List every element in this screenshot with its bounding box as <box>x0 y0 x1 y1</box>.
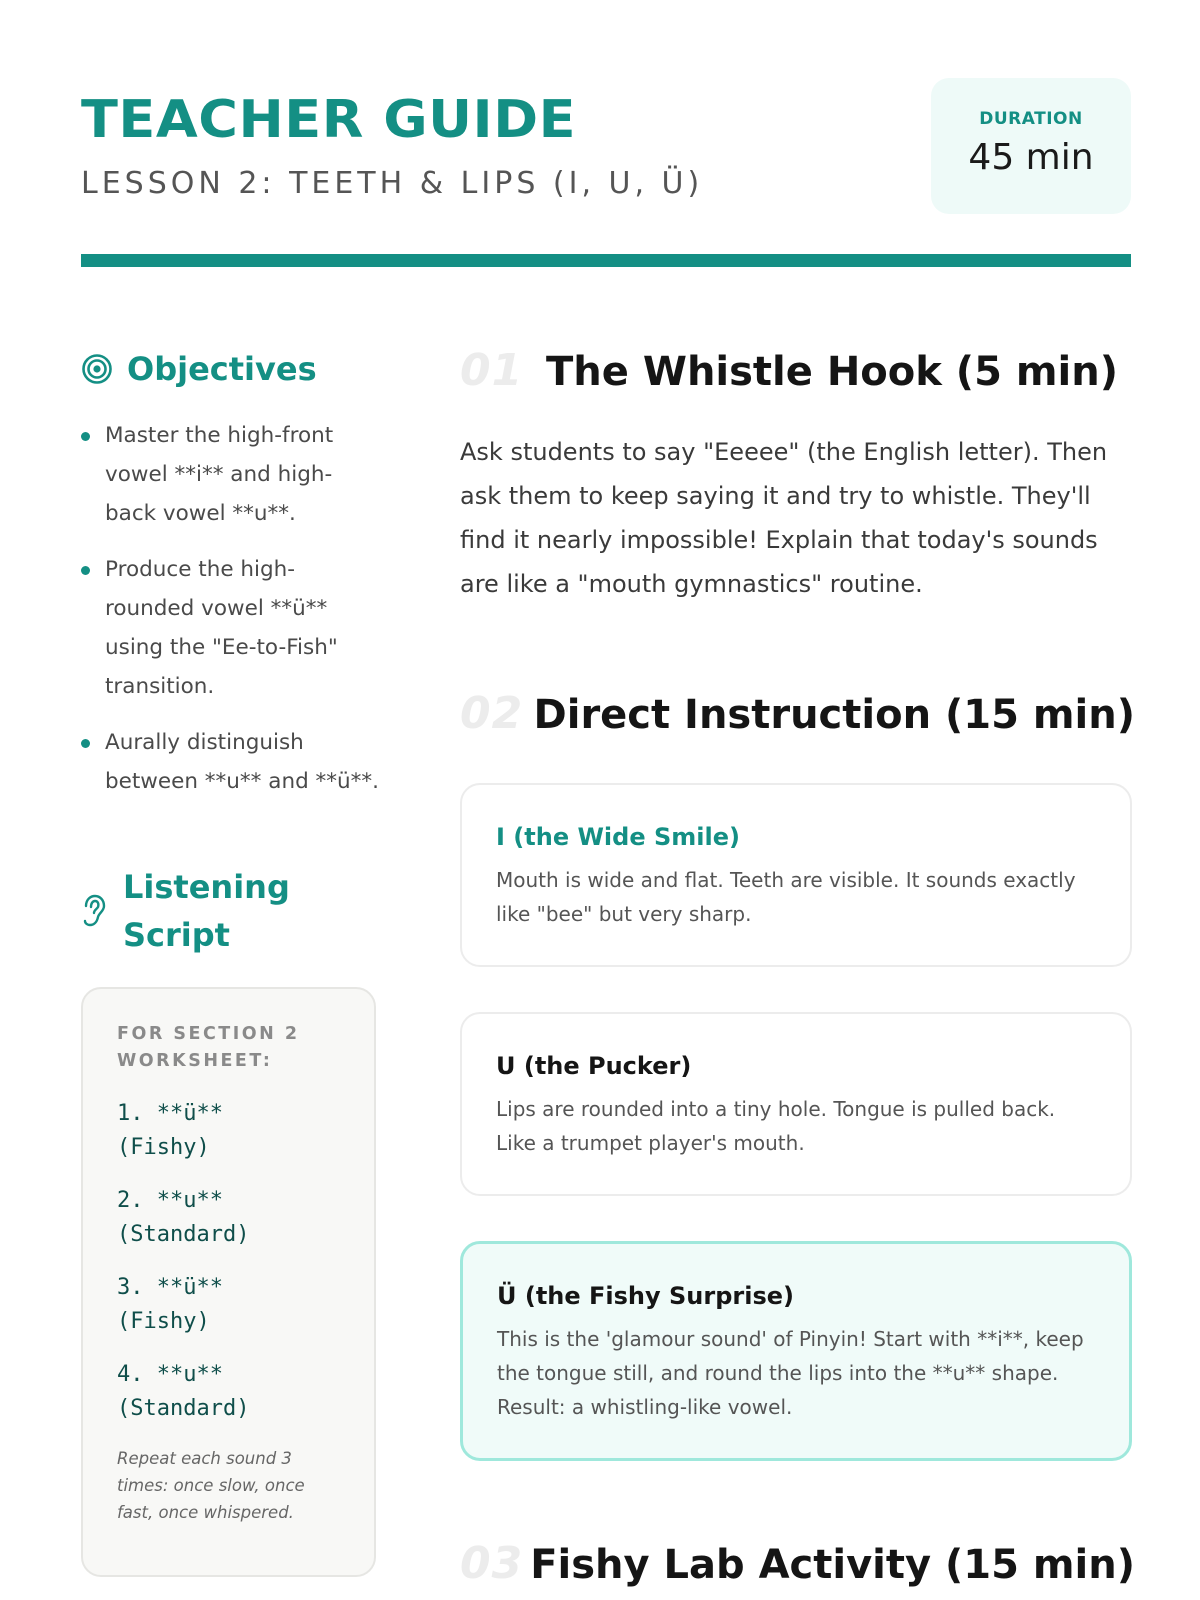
section-title: Direct Instruction (15 min) <box>533 692 1135 738</box>
objectives-list <box>81 416 381 801</box>
page-title: TEACHER GUIDE <box>81 90 577 150</box>
vowel-card-i <box>460 783 1132 967</box>
section-number: 03 <box>460 1538 524 1589</box>
list-item: Produce the high-rounded vowel **ü** using the "Ee-to-Fish" transition. <box>81 550 381 706</box>
script-note: Repeat each sound 3 times: once slow, once fast, once whispered. <box>117 1449 305 1522</box>
section-title: Fishy Lab Activity (15 min) <box>530 1542 1135 1588</box>
section-whistle-hook <box>460 345 1135 606</box>
header-divider <box>81 254 1131 267</box>
list-item: 2. **u** (Standard) <box>117 1188 250 1247</box>
lesson-subtitle: LESSON 2: TEETH & LIPS (I, U, Ü) <box>81 166 704 201</box>
section-body: Ask students to say "Eeeee" (the English letter). Then ask them to keep saying it and try to whistle. They'll find it nearly impossible! Explain that today's sounds are like a "mouth gymnastics" routine. <box>460 438 1108 598</box>
list-item: Aurally distinguish between **u** and **ü**. <box>81 723 381 801</box>
card-text: Mouth is wide and flat. Teeth are visible. It sounds exactly like "bee" but very sharp. <box>496 868 1076 926</box>
target-icon <box>81 353 113 385</box>
section-number: 01 <box>460 345 524 396</box>
section-heading <box>460 688 1135 739</box>
listening-heading-text: Listening Script <box>123 868 290 954</box>
list-item: 1. **ü** (Fishy) <box>117 1101 223 1160</box>
script-list <box>117 1097 374 1426</box>
card-text: This is the 'glamour sound' of Pinyin! Start with **i**, keep the tongue still, and round the lips into the **u** shape. Result: a whistling-like vowel. <box>497 1327 1084 1419</box>
script-label: FOR SECTION 2 WORKSHEET: <box>117 1024 300 1071</box>
list-item: 4. **u** (Standard) <box>117 1362 250 1421</box>
vowel-card-u <box>460 1012 1132 1196</box>
listening-heading <box>81 863 381 959</box>
page-header <box>81 78 1131 218</box>
list-item: Master the high-front vowel **i** and high-back vowel **u**. <box>81 416 381 533</box>
listening-script-box <box>81 987 376 1577</box>
section-direct-instruction <box>460 688 1135 739</box>
list-item: 3. **ü** (Fishy) <box>117 1275 223 1334</box>
section-heading <box>460 345 1135 396</box>
section-number: 02 <box>460 688 524 739</box>
sidebar <box>81 350 381 1577</box>
section-title: The Whistle Hook (5 min) <box>546 349 1118 395</box>
card-title: U (the Pucker) <box>496 1052 692 1080</box>
card-title: Ü (the Fishy Surprise) <box>497 1282 794 1310</box>
duration-value: 45 min <box>968 137 1094 178</box>
duration-label: DURATION <box>979 109 1083 129</box>
section-fishy-lab <box>460 1538 1135 1589</box>
card-text: Lips are rounded into a tiny hole. Tongue is pulled back. Like a trumpet player's mouth. <box>496 1097 1056 1155</box>
ear-icon <box>81 894 107 928</box>
objectives-heading <box>81 350 381 388</box>
section-heading <box>460 1538 1135 1589</box>
card-title: I (the Wide Smile) <box>496 823 740 851</box>
objectives-heading-text: Objectives <box>127 350 317 388</box>
duration-badge <box>931 78 1131 214</box>
vowel-card-u-umlaut <box>460 1241 1132 1461</box>
